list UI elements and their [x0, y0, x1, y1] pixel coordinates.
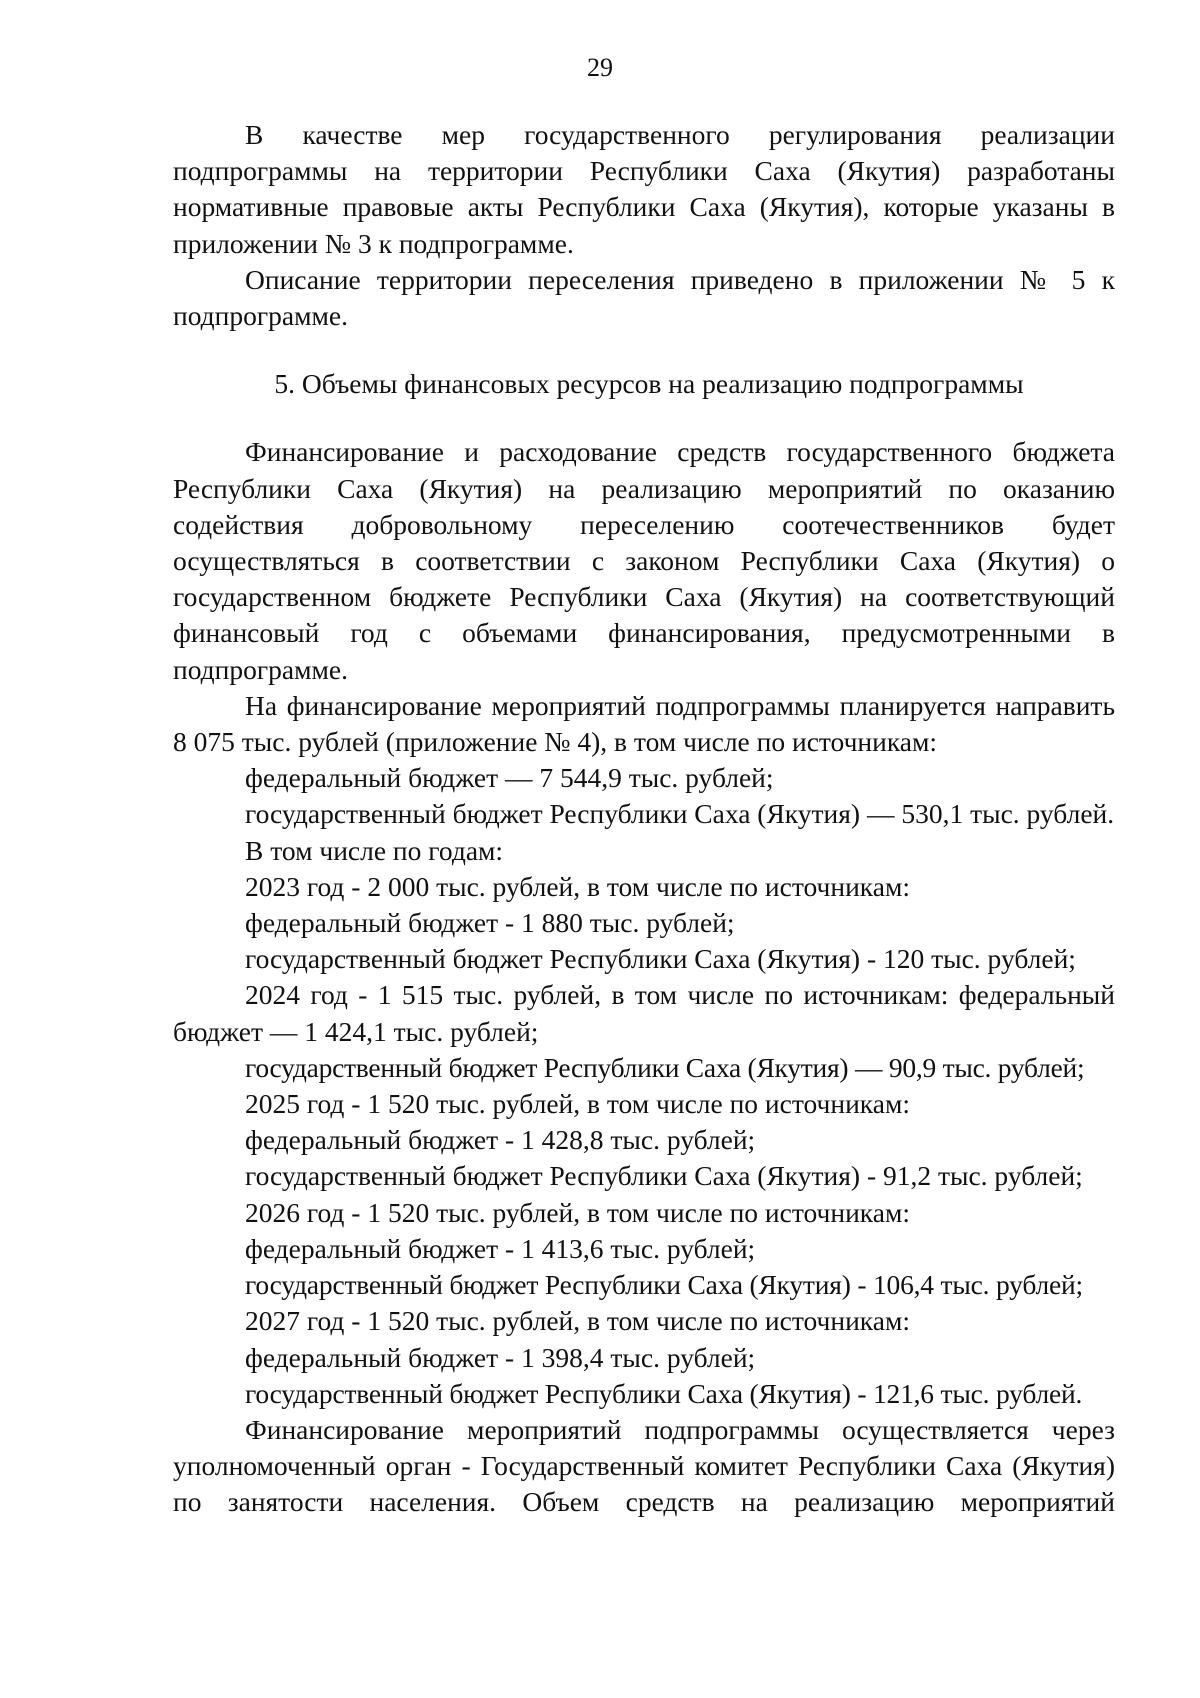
year-2024-state-line: государственный бюджет Республики Саха (Якутия) — 90,9 тыс. рублей; — [245, 1051, 1085, 1083]
document-body — [173, 117, 1115, 1521]
year-2025-federal-line: федеральный бюджет - 1 428,8 тыс. рублей; — [245, 1124, 756, 1156]
year-2027-federal-line: федеральный бюджет - 1 398,4 тыс. рублей; — [245, 1341, 756, 1373]
year-2023-line: 2023 год - 2 000 тыс. рублей, в том числе по источникам: — [245, 870, 910, 902]
year-2023-state-line: государственный бюджет Республики Саха (Якутия) - 120 тыс. рублей; — [245, 943, 1076, 975]
year-2024-line: 2024 год - 1 515 тыс. рублей, в том числе по источникам: федеральный бюджет — 1 424,1 тыс. рублей; — [173, 979, 1115, 1047]
year-2025-line: 2025 год - 1 520 тыс. рублей, в том числе по источникам: — [245, 1088, 910, 1120]
by-years-label: В том числе по годам: — [245, 834, 504, 866]
year-2026-state-line: государственный бюджет Республики Саха (Якутия) - 106,4 тыс. рублей; — [245, 1269, 1083, 1301]
section-heading: 5. Объемы финансовых ресурсов на реализацию подпрограммы — [274, 368, 1024, 400]
page-number: 29 — [587, 53, 613, 82]
planned-financing-paragraph: На финансирование мероприятий подпрограммы планируется направить 8 075 тыс. рублей (приложение № 4), в том числе по источникам: — [173, 689, 1115, 758]
financing-paragraph: Финансирование и расходование средств государственного бюджета Республики Саха (Якутия) на реализацию мероприятий по оказанию содействия добровольному переселению соотечественников будет осуществляться в соответствии с законом Республики Саха (Якутия) о государственном бюджете Республики Саха (Якутия) на соответствующий финансовый год с объемами финансирования, предусмотренными в подпрограмме. — [173, 436, 1115, 685]
total-federal-line: федеральный бюджет — 7 544,9 тыс. рублей; — [245, 762, 774, 794]
intro-paragraph-territory: Описание территории переселения приведено в приложении № 5 к подпрограмме. — [173, 263, 1115, 332]
year-2025-state-line: государственный бюджет Республики Саха (Якутия) - 91,2 тыс. рублей; — [245, 1160, 1083, 1192]
year-2026-line: 2026 год - 1 520 тыс. рублей, в том числе по источникам: — [245, 1196, 910, 1228]
total-state-line: государственный бюджет Республики Саха (Якутия) — 530,1 тыс. рублей. — [245, 798, 1115, 830]
year-2027-line: 2027 год - 1 520 тыс. рублей, в том числе по источникам: — [245, 1305, 910, 1337]
final-paragraph: Финансирование мероприятий подпрограммы осуществляется через уполномоченный орган - Государственный комитет Республики Саха (Якутия) по занятости населения. Объем средств на реализацию мероприятий — [173, 1413, 1115, 1518]
intro-paragraph-regulation: В качестве мер государственного регулирования реализации подпрограммы на территории Республики Саха (Якутия) разработаны нормативные правовые акты Республики Саха (Якутия), которые указаны в приложении № 3 к подпрограмме. — [173, 119, 1115, 259]
year-2027-state-line: государственный бюджет Республики Саха (Якутия) - 121,6 тыс. рублей. — [245, 1377, 1083, 1409]
year-2023-federal-line: федеральный бюджет - 1 880 тыс. рублей; — [245, 907, 735, 939]
year-2026-federal-line: федеральный бюджет - 1 413,6 тыс. рублей; — [245, 1232, 756, 1264]
